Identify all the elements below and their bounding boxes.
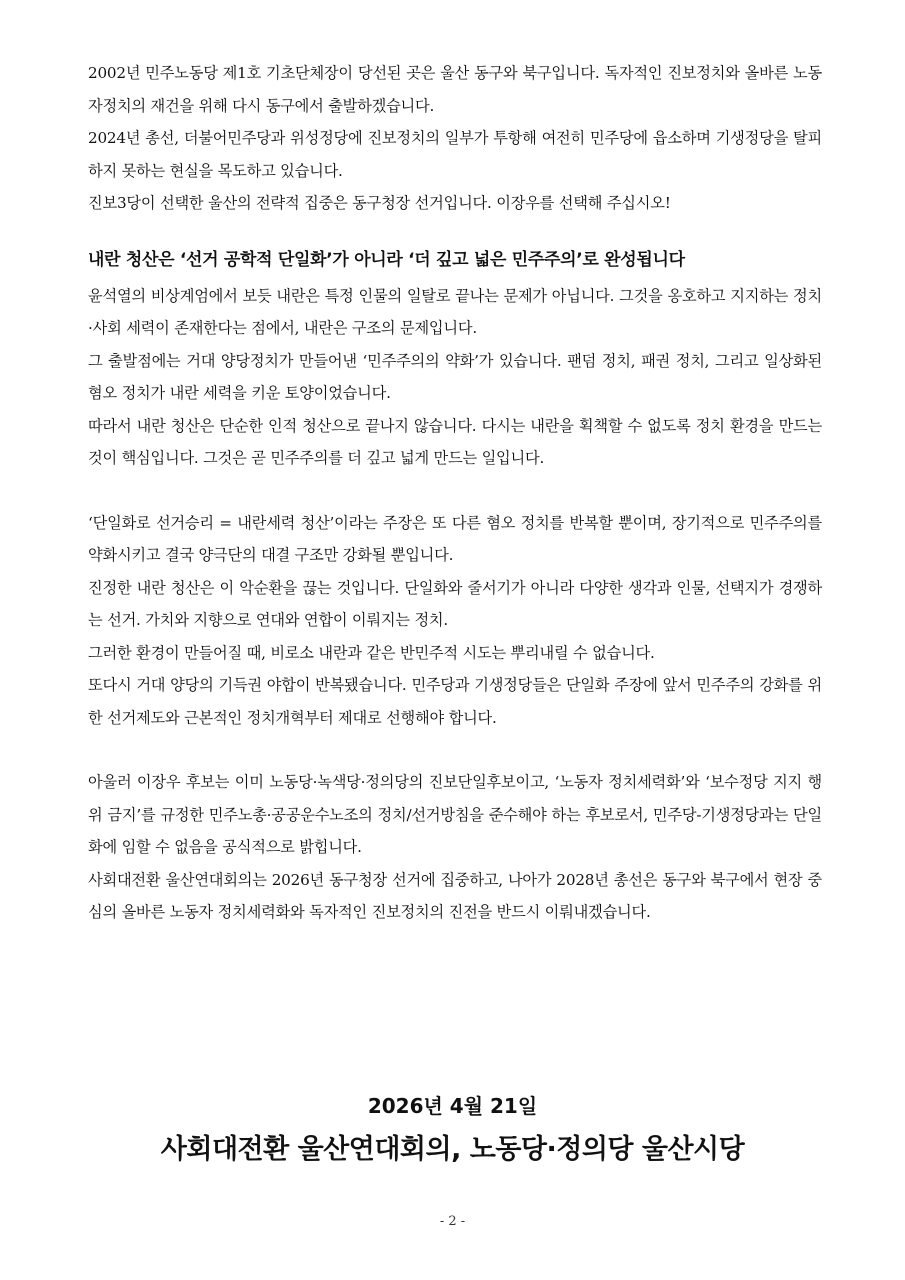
- statement-signer: 사회대전환 울산연대회의, 노동당·정의당 울산시당: [160, 1134, 745, 1165]
- section-c-paragraph-1: 아울러 이장우 후보는 이미 노동당·녹색당·정의당의 진보단일후보이고, ‘노동자 정치세력화’와 ‘보수정당 지지 행위 금지’를 규정한 민주노총·공공운수노조의 정치/선거방침을 준수해야 하는 후보로서, 민주당-기생정당과는 단일화에 임할 수 없음을 공식적으로 밝힙니다.: [88, 773, 822, 856]
- section-b-paragraph-1: ‘단일화로 선거승리 = 내란세력 청산’이라는 주장은 또 다른 혐오 정치를 반복할 뿐이며, 장기적으로 민주주의를 약화시키고 결국 양극단의 대결 구조만 강화될 뿐입니다.: [88, 513, 822, 564]
- statement-date: 2026년 4월 21일: [367, 1094, 538, 1118]
- section-a-paragraph-2: 그 출발점에는 거대 양당정치가 만들어낸 ‘민주주의의 약화’가 있습니다. 팬덤 정치, 패권 정치, 그리고 일상화된 혐오 정치가 내란 세력을 키운 토양이었습니다.: [88, 351, 822, 402]
- section-a-paragraph-1: 윤석열의 비상계엄에서 보듯 내란은 특정 인물의 일탈로 끝나는 문제가 아닙니다. 그것을 옹호하고 지지하는 정치·사회 세력이 존재한다는 점에서, 내란은 구조의 문제입니다.: [88, 286, 822, 337]
- section-c-paragraph-2: 사회대전환 울산연대회의는 2026년 동구청장 선거에 집중하고, 나아가 2028년 총선은 동구와 북구에서 현장 중심의 올바른 노동자 정치세력화와 독자적인 진보정치의 진전을 반드시 이뤄내겠습니다.: [88, 870, 822, 921]
- intro-paragraph-1: 2002년 민주노동당 제1호 기초단체장이 당선된 곳은 울산 동구와 북구입니다. 독자적인 진보정치와 올바른 노동자정치의 재건을 위해 다시 동구에서 출발하겠습니다.: [88, 64, 822, 115]
- section-b-paragraph-3: 그러한 환경이 만들어질 때, 비로소 내란과 같은 반민주적 시도는 뿌리내릴 수 없습니다.: [88, 643, 655, 662]
- intro-paragraph-2: 2024년 총선, 더불어민주당과 위성정당에 진보정치의 일부가 투항해 여전히 민주당에 읍소하며 기생정당을 탈피하지 못하는 현실을 목도하고 있습니다.: [88, 129, 822, 180]
- section-b-paragraph-4: 또다시 거대 양당의 기득권 야합이 반복됐습니다. 민주당과 기생정당들은 단일화 주장에 앞서 민주주의 강화를 위한 선거제도와 근본적인 정치개혁부터 제대로 선행해야 합니다.: [88, 676, 822, 727]
- intro-paragraph-3: 진보3당이 선택한 울산의 전략적 집중은 동구청장 선거입니다. 이장우를 선택해 주십시오!: [88, 194, 671, 212]
- section-a-paragraph-3: 따라서 내란 청산은 단순한 인적 청산으로 끝나지 않습니다. 다시는 내란을 획책할 수 없도록 정치 환경을 만드는 것이 핵심입니다. 그것은 곧 민주주의를 더 깊고 넓게 만드는 일입니다.: [88, 416, 822, 467]
- section-heading: 내란 청산은 ‘선거 공학적 단일화’가 아니라 ‘더 깊고 넓은 민주주의’로 완성됩니다: [88, 249, 685, 270]
- document-body: [88, 57, 822, 929]
- section-b-paragraph-2: 진정한 내란 청산은 이 악순환을 끊는 것입니다. 단일화와 줄서기가 아니라 다양한 생각과 인물, 선택지가 경쟁하는 선거. 가치와 지향으로 연대와 연합이 이뤄지는 정치.: [88, 578, 822, 629]
- page-number: - 2 -: [439, 1214, 466, 1229]
